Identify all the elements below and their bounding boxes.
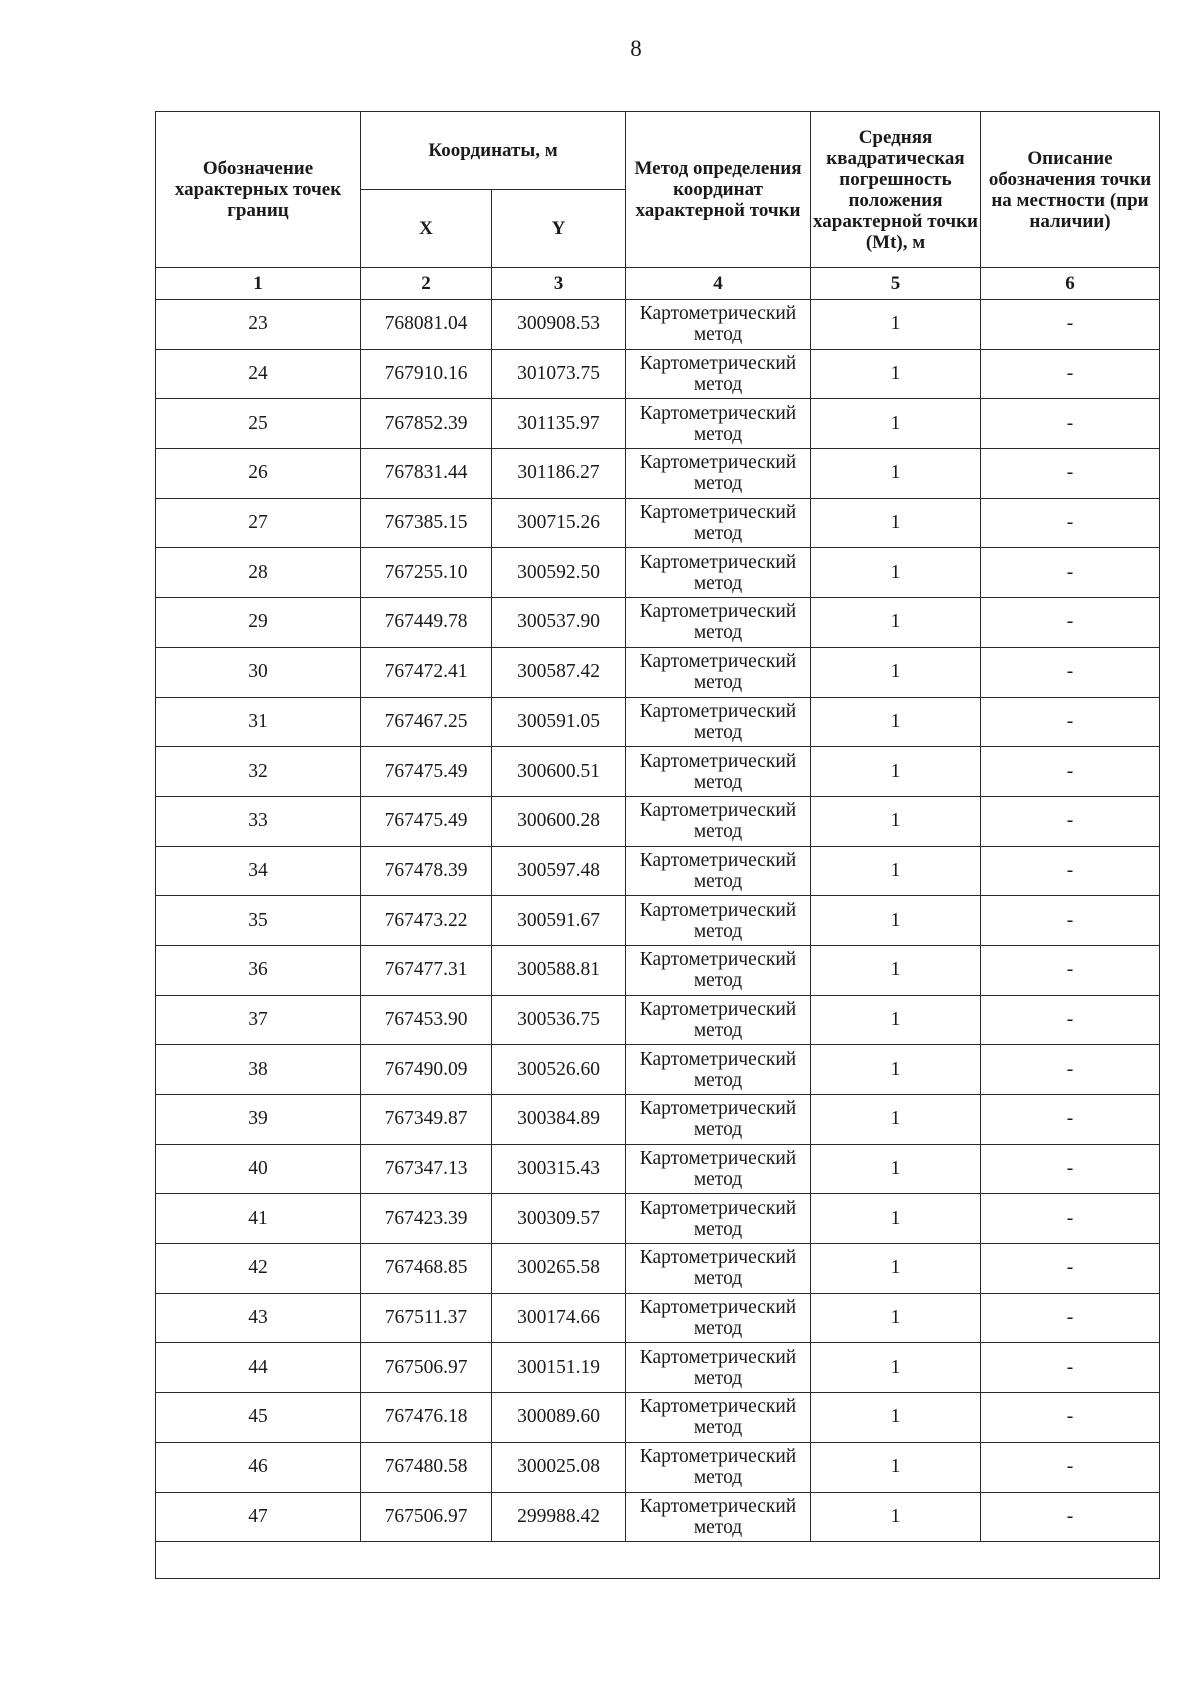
method-cell: Картометрический метод <box>626 1442 811 1492</box>
method-cell: Картометрический метод <box>626 1343 811 1393</box>
description-cell: - <box>981 995 1160 1045</box>
x-cell: 767476.18 <box>361 1393 492 1443</box>
description-cell: - <box>981 349 1160 399</box>
table-row <box>156 796 1160 846</box>
x-cell: 767480.58 <box>361 1442 492 1492</box>
table-row <box>156 1244 1160 1294</box>
error-cell: 1 <box>811 1144 981 1194</box>
y-cell: 300588.81 <box>492 945 626 995</box>
x-cell: 767449.78 <box>361 598 492 648</box>
method-cell: Картометрический метод <box>626 1393 811 1443</box>
table-row <box>156 1293 1160 1343</box>
point-cell: 45 <box>156 1393 361 1443</box>
x-cell: 767385.15 <box>361 498 492 548</box>
y-cell: 300265.58 <box>492 1244 626 1294</box>
table-row <box>156 1144 1160 1194</box>
y-cell: 300600.51 <box>492 747 626 797</box>
point-cell: 32 <box>156 747 361 797</box>
error-cell: 1 <box>811 498 981 548</box>
point-cell: 38 <box>156 1045 361 1095</box>
y-cell: 300384.89 <box>492 1095 626 1145</box>
error-cell: 1 <box>811 1442 981 1492</box>
x-cell: 767349.87 <box>361 1095 492 1145</box>
error-cell: 1 <box>811 598 981 648</box>
point-cell: 46 <box>156 1442 361 1492</box>
y-cell: 301073.75 <box>492 349 626 399</box>
method-cell: Картометрический метод <box>626 300 811 350</box>
y-cell: 300537.90 <box>492 598 626 648</box>
method-cell: Картометрический метод <box>626 747 811 797</box>
y-cell: 300600.28 <box>492 796 626 846</box>
point-cell: 33 <box>156 796 361 846</box>
table-row <box>156 1492 1160 1542</box>
y-cell: 300526.60 <box>492 1045 626 1095</box>
point-cell: 40 <box>156 1144 361 1194</box>
point-cell: 25 <box>156 399 361 449</box>
description-cell: - <box>981 846 1160 896</box>
error-cell: 1 <box>811 548 981 598</box>
table-row <box>156 449 1160 499</box>
description-cell: - <box>981 1244 1160 1294</box>
y-cell: 301135.97 <box>492 399 626 449</box>
error-cell: 1 <box>811 697 981 747</box>
x-cell: 767347.13 <box>361 1144 492 1194</box>
point-cell: 47 <box>156 1492 361 1542</box>
description-cell: - <box>981 548 1160 598</box>
error-cell: 1 <box>811 300 981 350</box>
y-cell: 300597.48 <box>492 846 626 896</box>
point-cell: 27 <box>156 498 361 548</box>
description-cell: - <box>981 747 1160 797</box>
description-cell: - <box>981 449 1160 499</box>
description-cell: - <box>981 796 1160 846</box>
table-row <box>156 647 1160 697</box>
description-cell: - <box>981 647 1160 697</box>
description-cell: - <box>981 399 1160 449</box>
table-row <box>156 548 1160 598</box>
method-cell: Картометрический метод <box>626 548 811 598</box>
error-cell: 1 <box>811 747 981 797</box>
x-cell: 767490.09 <box>361 1045 492 1095</box>
description-cell: - <box>981 1144 1160 1194</box>
x-cell: 767478.39 <box>361 846 492 896</box>
table-row <box>156 995 1160 1045</box>
error-cell: 1 <box>811 449 981 499</box>
method-cell: Картометрический метод <box>626 1194 811 1244</box>
y-cell: 300587.42 <box>492 647 626 697</box>
y-cell: 300592.50 <box>492 548 626 598</box>
description-cell: - <box>981 1442 1160 1492</box>
point-cell: 24 <box>156 349 361 399</box>
y-cell: 300315.43 <box>492 1144 626 1194</box>
x-cell: 767453.90 <box>361 995 492 1045</box>
x-cell: 767831.44 <box>361 449 492 499</box>
description-cell: - <box>981 1045 1160 1095</box>
table-row <box>156 349 1160 399</box>
error-cell: 1 <box>811 945 981 995</box>
column-number: 2 <box>361 268 492 300</box>
y-cell: 300908.53 <box>492 300 626 350</box>
boundary-points-table <box>155 111 1160 1579</box>
x-cell: 767467.25 <box>361 697 492 747</box>
table-row <box>156 846 1160 896</box>
method-cell: Картометрический метод <box>626 1045 811 1095</box>
column-numbers-row <box>156 268 1160 300</box>
error-cell: 1 <box>811 995 981 1045</box>
point-cell: 23 <box>156 300 361 350</box>
x-cell: 767255.10 <box>361 548 492 598</box>
description-cell: - <box>981 498 1160 548</box>
point-cell: 30 <box>156 647 361 697</box>
table-row <box>156 1045 1160 1095</box>
method-cell: Картометрический метод <box>626 349 811 399</box>
table-row <box>156 1194 1160 1244</box>
table-row <box>156 598 1160 648</box>
x-cell: 767472.41 <box>361 647 492 697</box>
blank-row <box>156 1542 1160 1579</box>
header-coordinates: Координаты, м <box>361 112 626 190</box>
y-cell: 300174.66 <box>492 1293 626 1343</box>
header-error: Средняя квадратическая погрешность положения характерной точки (Mt), м <box>811 112 981 268</box>
blank-cell <box>156 1542 1160 1579</box>
method-cell: Картометрический метод <box>626 399 811 449</box>
column-number: 1 <box>156 268 361 300</box>
method-cell: Картометрический метод <box>626 796 811 846</box>
method-cell: Картометрический метод <box>626 697 811 747</box>
description-cell: - <box>981 896 1160 946</box>
method-cell: Картометрический метод <box>626 1492 811 1542</box>
error-cell: 1 <box>811 399 981 449</box>
y-cell: 300591.05 <box>492 697 626 747</box>
description-cell: - <box>981 1095 1160 1145</box>
method-cell: Картометрический метод <box>626 995 811 1045</box>
point-cell: 36 <box>156 945 361 995</box>
y-cell: 300089.60 <box>492 1393 626 1443</box>
method-cell: Картометрический метод <box>626 846 811 896</box>
y-cell: 300309.57 <box>492 1194 626 1244</box>
header-point: Обозначение характерных точек границ <box>156 112 361 268</box>
table-body <box>156 300 1160 1579</box>
x-cell: 767468.85 <box>361 1244 492 1294</box>
description-cell: - <box>981 1393 1160 1443</box>
table-row <box>156 498 1160 548</box>
y-cell: 300715.26 <box>492 498 626 548</box>
method-cell: Картометрический метод <box>626 498 811 548</box>
y-cell: 300025.08 <box>492 1442 626 1492</box>
error-cell: 1 <box>811 796 981 846</box>
header-row <box>156 112 1160 190</box>
x-cell: 767473.22 <box>361 896 492 946</box>
table-row <box>156 1343 1160 1393</box>
table-row <box>156 399 1160 449</box>
method-cell: Картометрический метод <box>626 896 811 946</box>
x-cell: 767506.97 <box>361 1492 492 1542</box>
y-cell: 299988.42 <box>492 1492 626 1542</box>
x-cell: 767506.97 <box>361 1343 492 1393</box>
point-cell: 43 <box>156 1293 361 1343</box>
table-row <box>156 300 1160 350</box>
method-cell: Картометрический метод <box>626 945 811 995</box>
point-cell: 29 <box>156 598 361 648</box>
point-cell: 37 <box>156 995 361 1045</box>
error-cell: 1 <box>811 1293 981 1343</box>
error-cell: 1 <box>811 647 981 697</box>
description-cell: - <box>981 945 1160 995</box>
method-cell: Картометрический метод <box>626 449 811 499</box>
table-row <box>156 1442 1160 1492</box>
y-cell: 300536.75 <box>492 995 626 1045</box>
table-row <box>156 747 1160 797</box>
error-cell: 1 <box>811 1343 981 1393</box>
y-cell: 300151.19 <box>492 1343 626 1393</box>
table-row <box>156 1393 1160 1443</box>
x-cell: 767852.39 <box>361 399 492 449</box>
method-cell: Картометрический метод <box>626 598 811 648</box>
method-cell: Картометрический метод <box>626 1144 811 1194</box>
point-cell: 35 <box>156 896 361 946</box>
method-cell: Картометрический метод <box>626 1095 811 1145</box>
error-cell: 1 <box>811 1045 981 1095</box>
column-number: 5 <box>811 268 981 300</box>
point-cell: 26 <box>156 449 361 499</box>
error-cell: 1 <box>811 1244 981 1294</box>
table-row <box>156 896 1160 946</box>
error-cell: 1 <box>811 896 981 946</box>
description-cell: - <box>981 1194 1160 1244</box>
x-cell: 767475.49 <box>361 747 492 797</box>
description-cell: - <box>981 1293 1160 1343</box>
column-number: 4 <box>626 268 811 300</box>
method-cell: Картометрический метод <box>626 1293 811 1343</box>
page-number: 8 <box>630 36 642 61</box>
point-cell: 41 <box>156 1194 361 1244</box>
method-cell: Картометрический метод <box>626 1244 811 1294</box>
header-x: X <box>361 190 492 268</box>
method-cell: Картометрический метод <box>626 647 811 697</box>
header-method: Метод определения координат характерной точки <box>626 112 811 268</box>
table-row <box>156 697 1160 747</box>
x-cell: 767511.37 <box>361 1293 492 1343</box>
description-cell: - <box>981 300 1160 350</box>
error-cell: 1 <box>811 1393 981 1443</box>
header-y: Y <box>492 190 626 268</box>
table-row <box>156 1095 1160 1145</box>
error-cell: 1 <box>811 1492 981 1542</box>
description-cell: - <box>981 1492 1160 1542</box>
error-cell: 1 <box>811 1194 981 1244</box>
header-description: Описание обозначения точки на местности (при наличии) <box>981 112 1160 268</box>
description-cell: - <box>981 1343 1160 1393</box>
point-cell: 44 <box>156 1343 361 1393</box>
point-cell: 28 <box>156 548 361 598</box>
y-cell: 300591.67 <box>492 896 626 946</box>
column-number: 3 <box>492 268 626 300</box>
x-cell: 767423.39 <box>361 1194 492 1244</box>
table-row <box>156 945 1160 995</box>
error-cell: 1 <box>811 846 981 896</box>
description-cell: - <box>981 598 1160 648</box>
error-cell: 1 <box>811 349 981 399</box>
error-cell: 1 <box>811 1095 981 1145</box>
point-cell: 34 <box>156 846 361 896</box>
x-cell: 767910.16 <box>361 349 492 399</box>
description-cell: - <box>981 697 1160 747</box>
point-cell: 31 <box>156 697 361 747</box>
column-number: 6 <box>981 268 1160 300</box>
point-cell: 39 <box>156 1095 361 1145</box>
y-cell: 301186.27 <box>492 449 626 499</box>
x-cell: 767475.49 <box>361 796 492 846</box>
point-cell: 42 <box>156 1244 361 1294</box>
x-cell: 768081.04 <box>361 300 492 350</box>
x-cell: 767477.31 <box>361 945 492 995</box>
